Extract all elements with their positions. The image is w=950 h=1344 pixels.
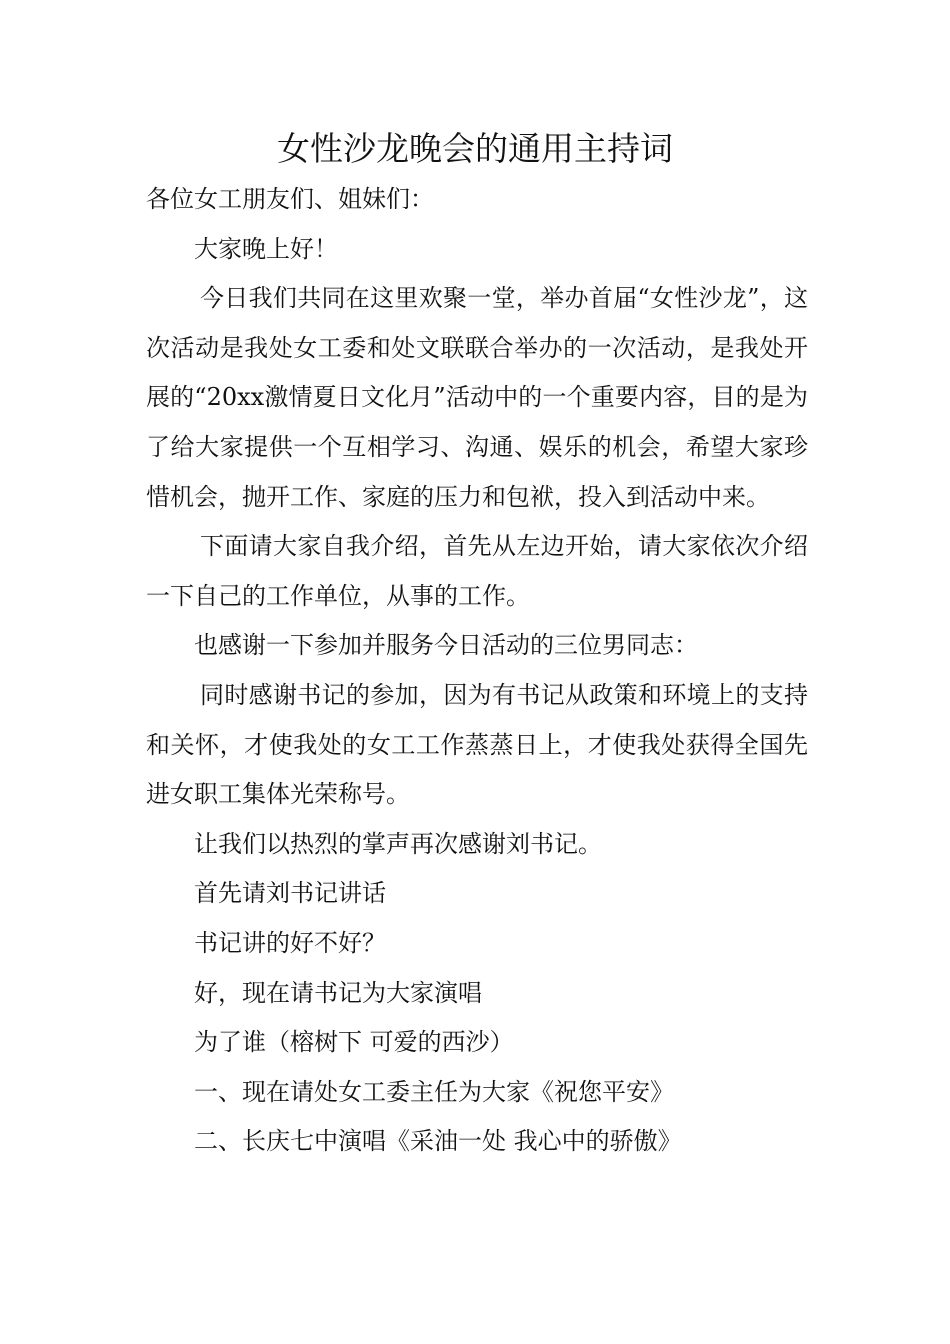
paragraph-sing-invite: 好，现在请书记为大家演唱: [194, 978, 482, 1007]
paragraph-question: 书记讲的好不好？: [194, 928, 386, 957]
paragraph-self-introduction: 下面请大家自我介绍，首先从左边开始，请大家依次介绍一下自己的工作单位，从事的工作。: [146, 532, 808, 610]
paragraph-speech: 首先请刘书记讲话: [194, 879, 386, 908]
document-title: 女性沙龙晚会的通用主持词: [277, 129, 673, 168]
paragraph-program-one: 一、现在请处女工委主任为大家《祝您平安》: [194, 1077, 674, 1106]
paragraph-program-two: 二、长庆七中演唱《采油一处 我心中的骄傲》: [194, 1127, 682, 1156]
paragraph-thanks-secretary: 同时感谢书记的参加，因为有书记从政策和环境上的支持和关怀，才使我处的女工工作蒸蒸日上，才使我处获得全国先进女职工集体光荣称号。: [146, 680, 808, 809]
paragraph-song-list: 为了谁（榕树下 可爱的西沙）: [194, 1028, 514, 1057]
paragraph-good-evening: 大家晚上好！: [194, 234, 338, 263]
document-body: [146, 175, 808, 1167]
paragraph-intro: 今日我们共同在这里欢聚一堂，举办首届“女性沙龙”，这次活动是我处女工委和处文联联合举办的一次活动，是我处开展的“20xx激情夏日文化月”活动中的一个重要内容，目的是为了给大家提供一个互相学习、沟通、娱乐的机会，希望大家珍惜机会，抛开工作、家庭的压力和包袱，投入到活动中来。: [146, 284, 808, 511]
paragraph-thanks-men: 也感谢一下参加并服务今日活动的三位男同志：: [194, 631, 698, 660]
paragraph-greeting: 各位女工朋友们、姐妹们：: [146, 185, 434, 213]
paragraph-applause: 让我们以热烈的掌声再次感谢刘书记。: [194, 829, 602, 858]
